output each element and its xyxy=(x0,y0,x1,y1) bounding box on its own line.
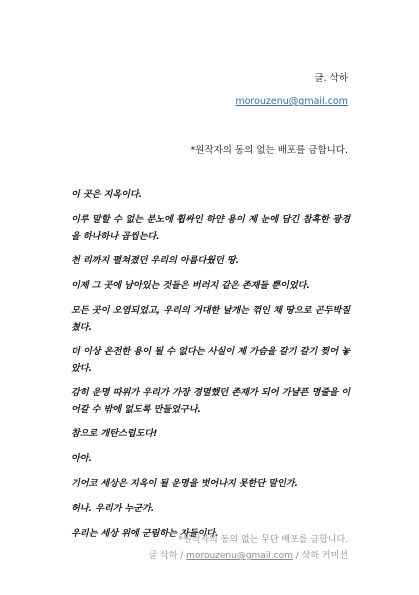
footer-notice: *원작자의 동의 없는 무단 배포를 금합니다. xyxy=(178,535,348,545)
story-body xyxy=(71,186,350,550)
paragraph: 이제 그 곳에 남아있는 것들은 버러지 같은 존재들 뿐이었다. xyxy=(71,280,310,291)
footer-credit-suffix: / 삭하 커미션 xyxy=(292,551,348,561)
paragraph: 우리는 세상 위에 군림하는 자들이다. xyxy=(71,528,219,539)
paragraph: 더 이상 온전한 용이 될 수 없다는 사실이 제 가슴을 갈기 갈기 찢어 놓았다. xyxy=(71,346,350,374)
paragraph: 참으로 개탄스럽도다! xyxy=(71,428,158,439)
footer-credit-prefix: 글 삭하 / xyxy=(148,551,187,561)
paragraph: 천 리까지 펼쳐졌던 우리의 아름다웠던 땅. xyxy=(71,255,240,266)
footer-credit xyxy=(148,548,348,564)
paragraph: 이 곳은 지옥이다. xyxy=(71,189,143,200)
paragraph: 허나. 우리가 누군가. xyxy=(71,503,155,514)
footer xyxy=(148,532,348,564)
author-email-link[interactable]: morouzenu@gmail.com xyxy=(235,96,348,107)
copyright-notice: *원작자의 동의 없는 배포를 금합니다. xyxy=(190,145,348,156)
paragraph: 아아. xyxy=(71,453,92,464)
paragraph: 감히 운명 따위가 우리가 가장 경멸했던 존재가 되어 가냘픈 명줄을 이어갈 수 밖에 없도록 만들었구나. xyxy=(71,387,350,415)
paragraph: 기어코 세상은 지옥이 될 운명을 벗어나지 못한단 말인가. xyxy=(71,478,298,489)
footer-email-link[interactable]: morouzenu@gmail.com xyxy=(186,551,293,561)
paragraph: 모든 곳이 오염되었고, 우리의 거대한 날개는 꺾인 채 땅으로 곤두박질쳤다. xyxy=(71,305,350,333)
paragraph: 이루 말할 수 없는 분노에 휩싸인 하얀 용이 제 눈에 담긴 참혹한 광경을 하나하나 곱씹는다. xyxy=(71,214,350,242)
author-line: 글. 삭하 xyxy=(314,73,348,84)
